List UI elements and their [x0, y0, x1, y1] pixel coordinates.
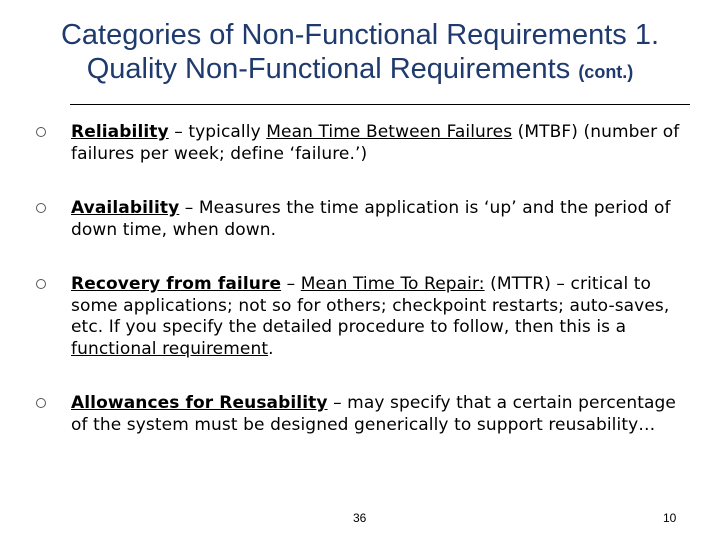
bullet-term: Recovery from failure [71, 274, 282, 294]
bullet-text-part: (MTTR) – critical to some applications; not so for others; checkpoint restarts; auto-saves, etc. If you specify the detailed procedure to follow, then this is a [71, 274, 670, 337]
bullet-list [36, 122, 686, 436]
bullet-text-part: – [281, 274, 301, 294]
bullet-text [71, 198, 686, 241]
underlined-term: Mean Time To Repair: [300, 274, 485, 294]
bullet-marker-icon [36, 203, 46, 213]
bullet-marker-icon [36, 279, 46, 289]
bullet-text-part: – typically [168, 122, 267, 142]
bullet-text [71, 393, 686, 436]
slide-number: 10 [663, 511, 677, 525]
bullet-marker-icon [36, 127, 46, 137]
bullet-text-part: (MTBF) (number of failures per week; define ‘failure.’) [71, 122, 680, 164]
underlined-term: functional requirement [71, 338, 269, 359]
title-cont-label: (cont.) [578, 62, 634, 82]
title-divider [70, 104, 690, 105]
bullet-term: Reliability [71, 122, 169, 142]
bullet-reliability [36, 122, 686, 165]
title-line-2-main: Quality Non-Functional Requirements [86, 53, 579, 85]
bullet-text [71, 274, 686, 360]
bullet-text-part: – may specify that a certain percentage of the system must be designed generically to support reusability… [71, 393, 676, 435]
bullet-text-part: . [268, 338, 274, 359]
bullet-term: Availability [71, 198, 180, 218]
bullet-text-part: – Measures the time application is ‘up’ and the period of down time, when down. [71, 198, 671, 240]
bullet-term: Allowances for Reusability [71, 393, 328, 413]
page-number: 36 [353, 511, 367, 525]
bullet-reusability [36, 393, 686, 436]
bullet-text [71, 122, 686, 165]
bullet-marker-icon [36, 398, 46, 408]
title-line-2 [0, 52, 720, 89]
title-line-1: Categories of Non-Functional Requirements 1. [60, 19, 660, 51]
bullet-availability [36, 198, 686, 241]
bullet-recovery [36, 274, 686, 360]
slide-title [0, 18, 720, 89]
underlined-term: Mean Time Between Failures [266, 122, 513, 142]
